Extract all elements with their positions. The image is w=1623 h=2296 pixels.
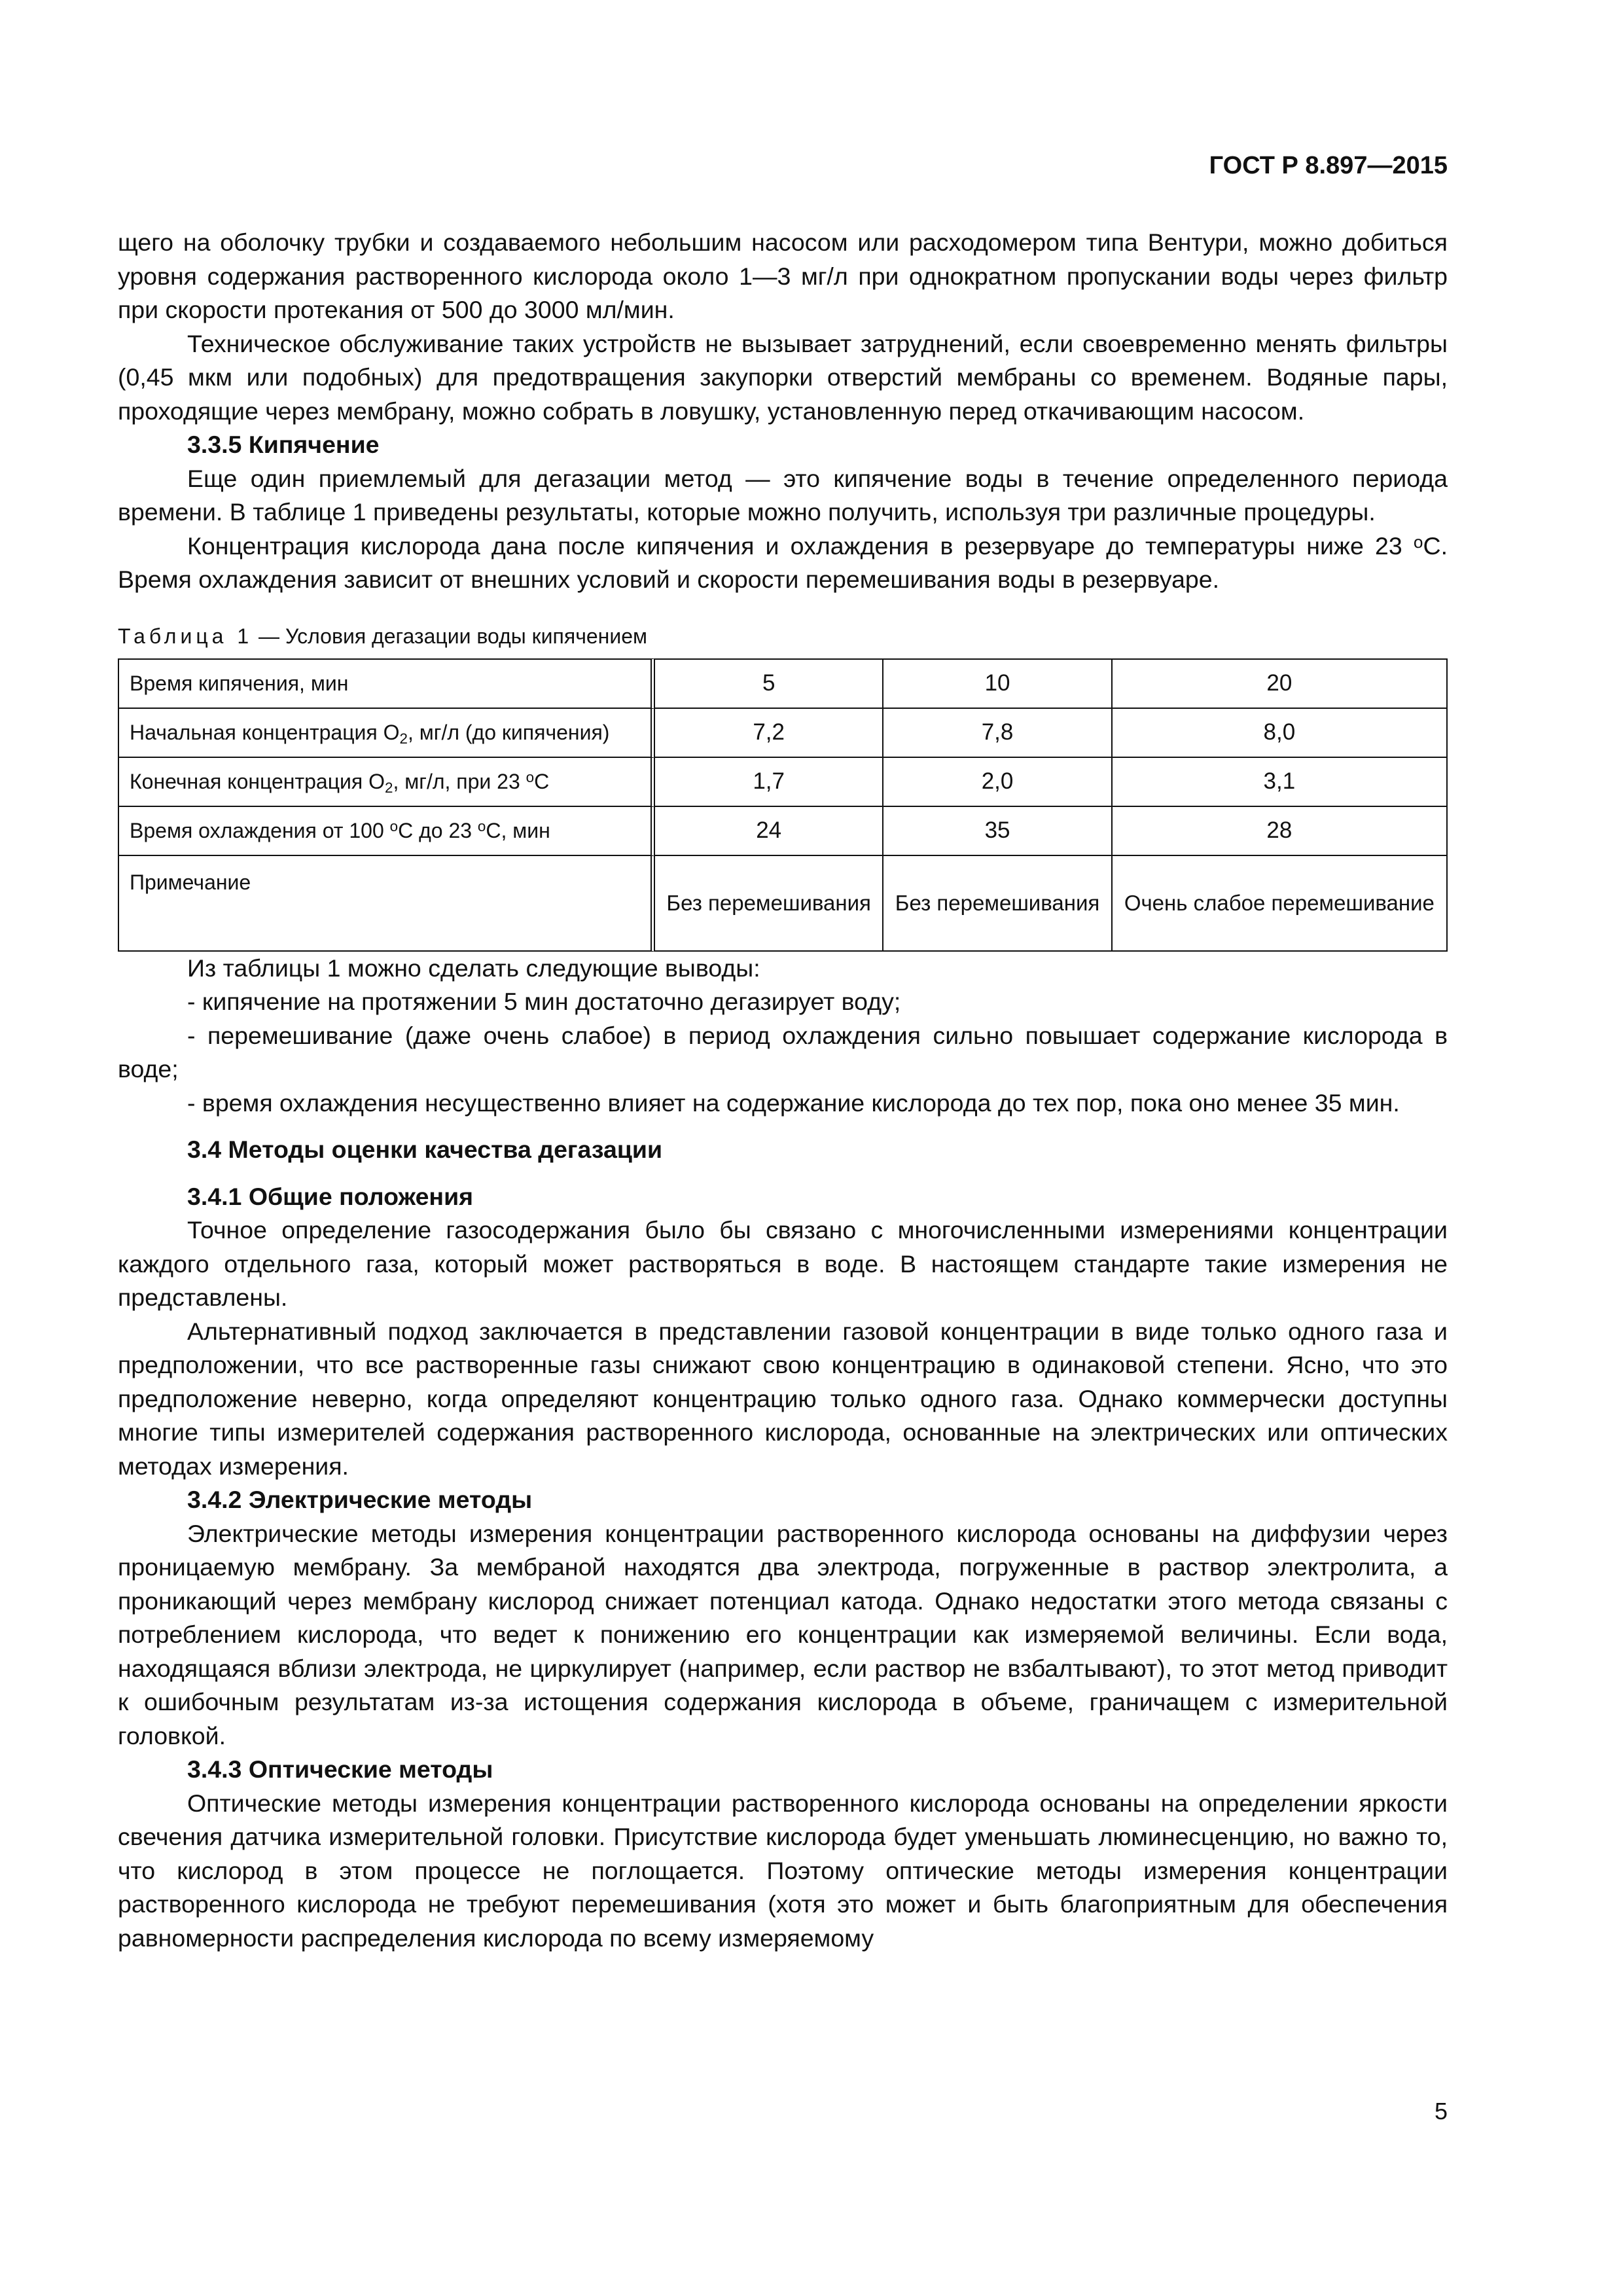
table-caption-label: Таблица 1 bbox=[118, 624, 253, 648]
section-heading-3-4-1: 3.4.1 Общие положения bbox=[187, 1182, 474, 1210]
section-heading-3-4: 3.4 Методы оценки качества дегазации bbox=[187, 1136, 663, 1163]
table-row bbox=[118, 758, 1448, 807]
paragraph-gas-content: Точное определение газосодержания было бы связано с многочисленными измерениями концентрации каждого отдельного газа, который может растворяться в воде. В настоящем стандарте такие измерения не представлены. bbox=[118, 1216, 1448, 1311]
table-cell: 3,1 bbox=[1113, 758, 1448, 807]
label-fragment: , мг/л, при 23 bbox=[393, 770, 526, 793]
page-number: 5 bbox=[1434, 2098, 1448, 2125]
label-fragment: , мг/л (до кипячения) bbox=[407, 721, 610, 744]
table-cell: 8,0 bbox=[1113, 709, 1448, 758]
paragraph-boiling-method: Еще один приемлемый для дегазации метод — это кипячение воды в течение определенного периода времени. В таблице 1 приведены результаты, которые можно получить, используя три различные процедуры. bbox=[118, 464, 1448, 526]
paragraph-continuation: щего на оболочку трубки и создаваемого небольшим насосом или расходомером типа Вентури, можно добиться уровня содержания растворенного кислорода около 1—3 мг/л при однократном пропускании воды через фильтр при скорости протекания от 500 до 3000 мл/мин. bbox=[118, 228, 1448, 323]
table-row bbox=[118, 856, 1448, 952]
label-fragment: Конечная концентрация О bbox=[130, 770, 385, 793]
row-label bbox=[118, 709, 655, 758]
table-caption bbox=[118, 623, 1448, 649]
degree-sign: о bbox=[1413, 531, 1423, 552]
table-cell: Очень слабое перемешивание bbox=[1113, 856, 1448, 952]
degree-sign: о bbox=[389, 818, 399, 834]
table-caption-text: — Условия дегазации воды кипячением bbox=[253, 624, 647, 648]
subscript: 2 bbox=[399, 730, 408, 747]
conclusions-intro: Из таблицы 1 можно сделать следующие выводы: bbox=[187, 954, 760, 982]
degree-sign: о bbox=[477, 818, 486, 834]
list-item: - перемешивание (даже очень слабое) в период охлаждения сильно повышает содержание кислорода в воде; bbox=[118, 1021, 1448, 1083]
list-item: - время охлаждения несущественно влияет на содержание кислорода до тех пор, пока оно менее 35 мин. bbox=[187, 1088, 1400, 1117]
table-cell: 24 bbox=[655, 807, 883, 856]
paragraph-alternative-approach: Альтернативный подход заключается в представлении газовой концентрации в виде только одного газа и предположении, что все растворенные газы снижают свою концентрацию в одинаковой степени. Ясно, что это предположение неверно, когда определяют концентрацию только одного газа. Однако коммерчески доступны многие типы измерителей содержания растворенного кислорода, основанные на электрических или оптических методах измерения. bbox=[118, 1317, 1448, 1480]
text-fragment: Концентрация кислорода дана после кипячения и охлаждения в резервуаре до температуры ниже 23 bbox=[187, 531, 1414, 560]
table-row bbox=[118, 807, 1448, 856]
list-item: - кипячение на протяжении 5 мин достаточно дегазирует воду; bbox=[187, 988, 901, 1015]
spacer bbox=[118, 1167, 1448, 1180]
degree-sign: о bbox=[526, 769, 535, 785]
table-cell: 20 bbox=[1113, 658, 1448, 709]
spacer bbox=[118, 1120, 1448, 1133]
paragraph-electrical-methods: Электрические методы измерения концентрации растворенного кислорода основаны на диффузии через проницаемую мембрану. За мембраной находятся два электрода, погруженные в раствор электролита, а проникающий через мембрану кислород снижает потенциал катода. Однако недостатки этого метода связаны с потреблением кислорода, что ведет к понижению его концентрации как измеряемой величины. Если вода, находящаяся вблизи электрода, не циркулирует (например, если раствор не взбалтывают), то этот метод приводит к ошибочным результатам из-за истощения содержания кислорода в объеме, граничащем с измерительной головкой. bbox=[118, 1519, 1448, 1749]
standard-designation: ГОСТ Р 8.897—2015 bbox=[1209, 152, 1448, 179]
table-cell: 1,7 bbox=[655, 758, 883, 807]
table-row bbox=[118, 658, 1448, 709]
table-cell: 7,8 bbox=[883, 709, 1112, 758]
table-cell: 5 bbox=[655, 658, 883, 709]
table-cell: 10 bbox=[883, 658, 1112, 709]
page-content bbox=[118, 226, 1448, 1955]
table-cell: 2,0 bbox=[883, 758, 1112, 807]
paragraph-optical-methods: Оптические методы измерения концентрации растворенного кислорода основаны на определении яркости свечения датчика измерительной головки. Присутствие кислорода будет уменьшать люминесценцию, но важно то, что кислород в этом процессе не поглощается. Поэтому оптические методы измерения концентрации растворенного кислорода не требуют перемешивания (хотя это может и быть благоприятным для обеспечения равномерности распределения кислорода по всему измеряемому bbox=[118, 1789, 1448, 1952]
paragraph-oxygen-concentration bbox=[118, 529, 1448, 597]
row-label bbox=[118, 807, 655, 856]
label-fragment: С до 23 bbox=[398, 819, 478, 842]
label-fragment: Начальная концентрация О bbox=[130, 721, 400, 744]
section-heading-3-4-2: 3.4.2 Электрические методы bbox=[187, 1486, 533, 1513]
table-row bbox=[118, 709, 1448, 758]
table-cell: Без перемешивания bbox=[655, 856, 883, 952]
text-fragment: С. Время охлаждения зависит от внешних условий и скорости перемешивания воды в резервуаре. bbox=[118, 531, 1448, 593]
table-cell: 35 bbox=[883, 807, 1112, 856]
paragraph-maintenance: Техническое обслуживание таких устройств не вызывает затруднений, если своевременно менять фильтры (0,45 мкм или подобных) для предотвращения закупорки отверстий мембраны со временем. Водяные пары, проходящие через мембрану, можно собрать в ловушку, установленную перед откачивающим насосом. bbox=[118, 329, 1448, 425]
section-heading-3-4-3: 3.4.3 Оптические методы bbox=[187, 1755, 493, 1783]
label-fragment: С, мин bbox=[486, 819, 550, 842]
document-page bbox=[118, 0, 1448, 2296]
row-label: Примечание bbox=[118, 856, 655, 952]
subscript: 2 bbox=[385, 780, 393, 796]
label-fragment: С bbox=[534, 770, 550, 793]
degassing-table bbox=[118, 658, 1448, 952]
table-cell: 7,2 bbox=[655, 709, 883, 758]
section-heading-3-3-5: 3.3.5 Кипячение bbox=[187, 431, 380, 458]
table-cell: Без перемешивания bbox=[883, 856, 1112, 952]
table-cell: 28 bbox=[1113, 807, 1448, 856]
row-label: Время кипячения, мин bbox=[118, 658, 655, 709]
label-fragment: Время охлаждения от 100 bbox=[130, 819, 390, 842]
row-label bbox=[118, 758, 655, 807]
